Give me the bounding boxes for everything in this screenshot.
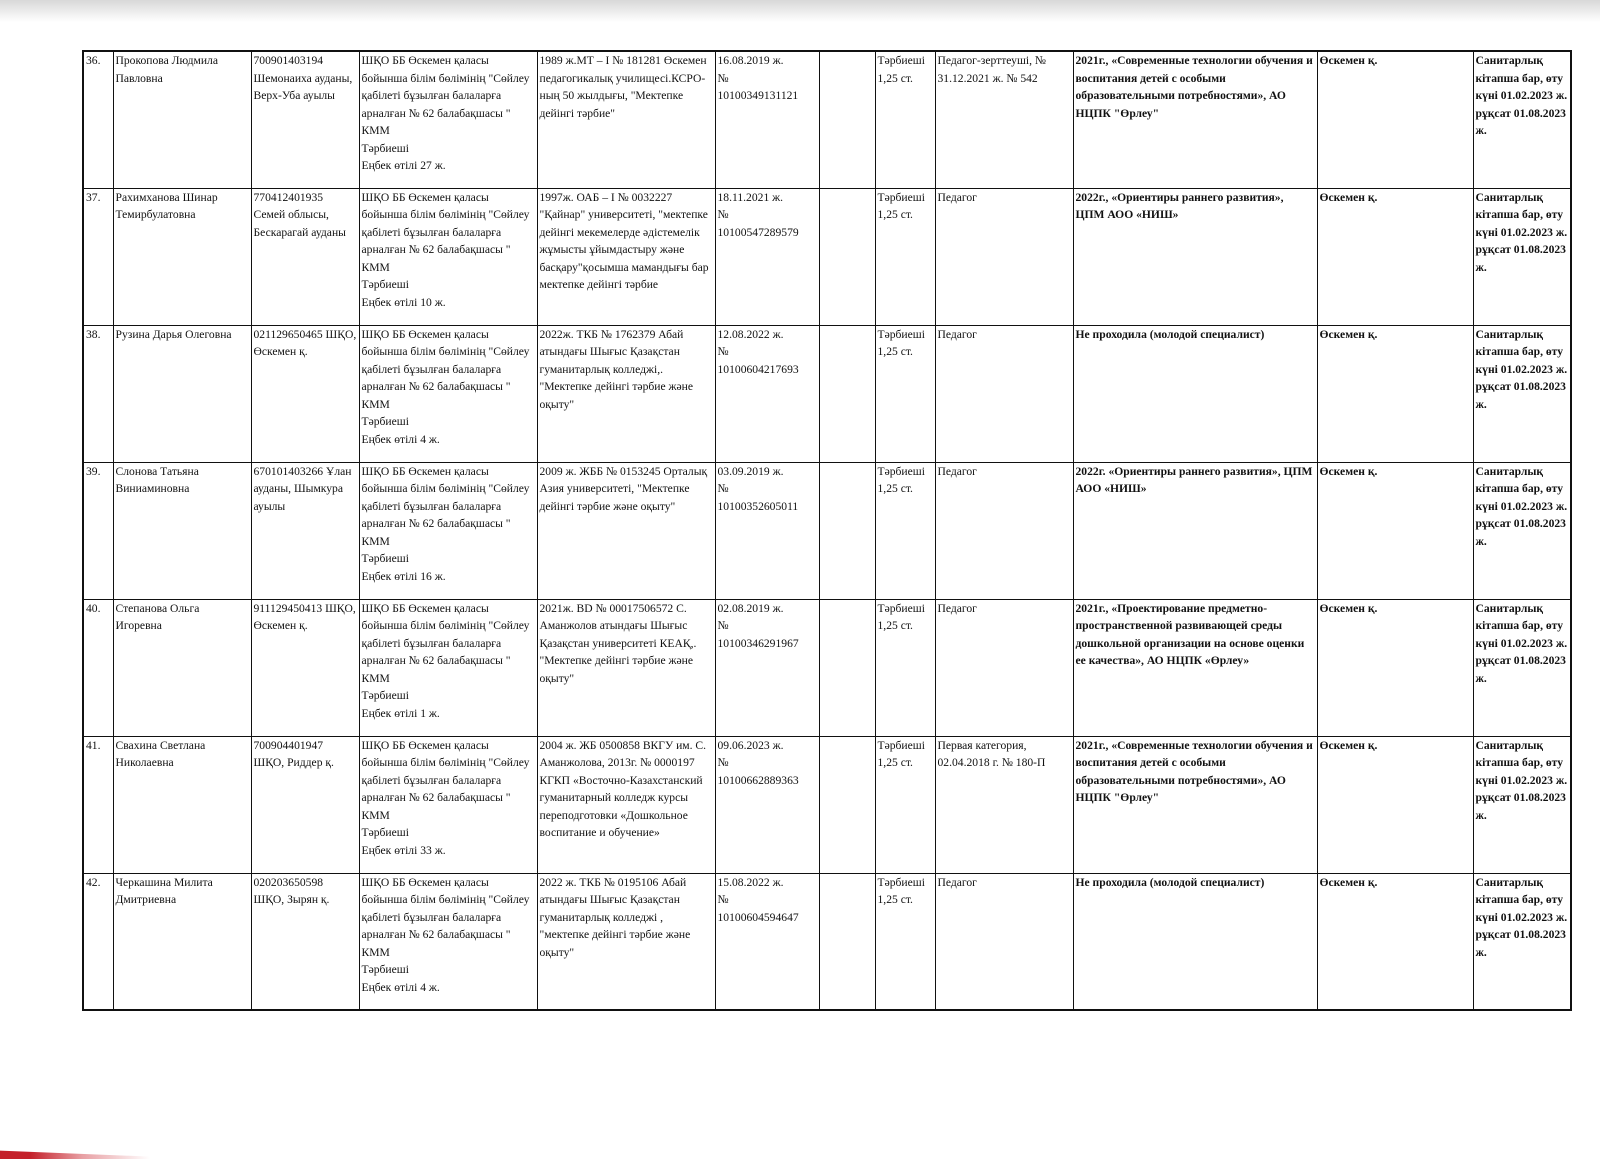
city: Өскемен қ. <box>1317 325 1473 462</box>
workplace-position: ШҚО ББ Өскемен қаласы бойынша білім бөлімінің "Сөйлеу қабілеті бұзылған балаларға арналған № 62 балабақшасы " КММ Тәрбиеші Еңбек өтілі 33 ж. <box>359 736 537 873</box>
position-rate: Тәрбиеші 1,25 ст. <box>875 325 935 462</box>
qualification-category: Первая категория, 02.04.2018 г. № 180-П <box>935 736 1073 873</box>
workplace-position: ШҚО ББ Өскемен қаласы бойынша білім бөлімінің "Сөйлеу қабілеті бұзылған балаларға арналған № 62 балабақшасы " КММ Тәрбиеші Еңбек өтілі 4 ж. <box>359 325 537 462</box>
education: 2004 ж. ЖБ 0500858 ВКГУ им. С. Аманжолова, 2013г. № 0000197 КГКП «Восточно-Казахстанский гуманитарный колледж курсы переподготовки «Дошкольное воспитание и обучение» <box>537 736 715 873</box>
qualification-category: Педагог <box>935 873 1073 1010</box>
staff-table <box>82 50 1572 1011</box>
iin-birthplace: 770412401935 Семей облысы, Бескарагай ауданы <box>251 188 359 325</box>
scan-top-shadow <box>0 0 1600 22</box>
qualification-category: Педагог <box>935 188 1073 325</box>
sanitary-book: Санитарлық кітапша бар, өту күні 01.02.2023 ж. рұқсат 01.08.2023 ж. <box>1473 188 1571 325</box>
order-date-number: 18.11.2021 ж. № 10100547289579 <box>715 188 819 325</box>
document-sheet <box>82 50 1572 1011</box>
training-courses: 2021г., «Современные технологии обучения и воспитания детей с особыми образовательными потребностями», АО НЦПК "Өрлеу" <box>1073 51 1317 188</box>
order-date-number: 03.09.2019 ж. № 10100352605011 <box>715 462 819 599</box>
table-row <box>83 736 1571 873</box>
position-rate: Тәрбиеші 1,25 ст. <box>875 188 935 325</box>
city: Өскемен қ. <box>1317 599 1473 736</box>
empty-cell <box>819 51 875 188</box>
education: 2022 ж. ТКБ № 0195106 Абай атындағы Шығыс Қазақстан гуманитарлық колледжі , "мектепке дейінгі тәрбие және оқыту" <box>537 873 715 1010</box>
row-number: 41. <box>83 736 113 873</box>
iin-birthplace: 700901403194 Шемонаиха ауданы, Верх-Уба ауылы <box>251 51 359 188</box>
table-row <box>83 599 1571 736</box>
order-date-number: 09.06.2023 ж. № 10100662889363 <box>715 736 819 873</box>
position-rate: Тәрбиеші 1,25 ст. <box>875 873 935 1010</box>
row-number: 37. <box>83 188 113 325</box>
row-number: 42. <box>83 873 113 1010</box>
empty-cell <box>819 599 875 736</box>
city: Өскемен қ. <box>1317 873 1473 1010</box>
training-courses: 2021г., «Современные технологии обучения и воспитания детей с особыми образовательными потребностями», АО НЦПК "Өрлеу" <box>1073 736 1317 873</box>
empty-cell <box>819 736 875 873</box>
row-number: 40. <box>83 599 113 736</box>
sanitary-book: Санитарлық кітапша бар, өту күні 01.02.2023 ж. рұқсат 01.08.2023 ж. <box>1473 736 1571 873</box>
full-name: Прокопова Людмила Павловна <box>113 51 251 188</box>
sanitary-book: Санитарлық кітапша бар, өту күні 01.02.2023 ж. рұқсат 01.08.2023 ж. <box>1473 325 1571 462</box>
education: 1989 ж.МТ – I № 181281 Өскемен педагогикалық училищесі.КСРО-ның 50 жылдығы, "Мектепке дейінгі тәрбие" <box>537 51 715 188</box>
qualification-category: Педагог <box>935 599 1073 736</box>
education: 1997ж. ОАБ – I № 0032227 "Қайнар" университеті, "мектепке дейінгі мекемелерде әдістемелік жұмысты ұйымдастыру және басқару"қосымша мамандығы бар мектепке дейінгі тәрбие <box>537 188 715 325</box>
table-row <box>83 51 1571 188</box>
qualification-category: Педагог <box>935 462 1073 599</box>
position-rate: Тәрбиеші 1,25 ст. <box>875 51 935 188</box>
iin-birthplace: 911129450413 ШҚО, Өскемен қ. <box>251 599 359 736</box>
city: Өскемен қ. <box>1317 462 1473 599</box>
position-rate: Тәрбиеші 1,25 ст. <box>875 736 935 873</box>
order-date-number: 16.08.2019 ж. № 10100349131121 <box>715 51 819 188</box>
row-number: 39. <box>83 462 113 599</box>
staff-table-body <box>83 51 1571 1010</box>
empty-cell <box>819 188 875 325</box>
training-courses: 2021г., «Проектирование предметно-пространственной развивающей среды дошкольной организации на основе оценки ее качества», АО НЦПК «Өрлеу» <box>1073 599 1317 736</box>
workplace-position: ШҚО ББ Өскемен қаласы бойынша білім бөлімінің "Сөйлеу қабілеті бұзылған балаларға арналған № 62 балабақшасы " КММ Тәрбиеші Еңбек өтілі 4 ж. <box>359 873 537 1010</box>
full-name: Рузина Дарья Олеговна <box>113 325 251 462</box>
qualification-category: Педагог <box>935 325 1073 462</box>
city: Өскемен қ. <box>1317 736 1473 873</box>
sanitary-book: Санитарлық кітапша бар, өту күні 01.02.2023 ж. рұқсат 01.08.2023 ж. <box>1473 873 1571 1010</box>
row-number: 36. <box>83 51 113 188</box>
training-courses: 2022г. «Ориентиры раннего развития», ЦПМ АОО «НИШ» <box>1073 462 1317 599</box>
iin-birthplace: 700904401947 ШҚО, Риддер қ. <box>251 736 359 873</box>
sanitary-book: Санитарлық кітапша бар, өту күні 01.02.2023 ж. рұқсат 01.08.2023 ж. <box>1473 462 1571 599</box>
education: 2022ж. ТКБ № 1762379 Абай атындағы Шығыс Қазақстан гуманитарлық колледжі,. "Мектепке дейінгі тәрбие және оқыту" <box>537 325 715 462</box>
full-name: Степанова Ольга Игоревна <box>113 599 251 736</box>
full-name: Слонова Татьяна Виниаминовна <box>113 462 251 599</box>
empty-cell <box>819 462 875 599</box>
sanitary-book: Санитарлық кітапша бар, өту күні 01.02.2023 ж. рұқсат 01.08.2023 ж. <box>1473 51 1571 188</box>
row-number: 38. <box>83 325 113 462</box>
workplace-position: ШҚО ББ Өскемен қаласы бойынша білім бөлімінің "Сөйлеу қабілеті бұзылған балаларға арналған № 62 балабақшасы " КММ Тәрбиеші Еңбек өтілі 1 ж. <box>359 599 537 736</box>
city: Өскемен қ. <box>1317 51 1473 188</box>
empty-cell <box>819 325 875 462</box>
workplace-position: ШҚО ББ Өскемен қаласы бойынша білім бөлімінің "Сөйлеу қабілеті бұзылған балаларға арналған № 62 балабақшасы " КММ Тәрбиеші Еңбек өтілі 10 ж. <box>359 188 537 325</box>
position-rate: Тәрбиеші 1,25 ст. <box>875 462 935 599</box>
scan-corner-mark <box>0 1147 150 1159</box>
city: Өскемен қ. <box>1317 188 1473 325</box>
qualification-category: Педагог-зерттеуші, № 31.12.2021 ж. № 542 <box>935 51 1073 188</box>
table-row <box>83 462 1571 599</box>
sanitary-book: Санитарлық кітапша бар, өту күні 01.02.2023 ж. рұқсат 01.08.2023 ж. <box>1473 599 1571 736</box>
full-name: Рахимханова Шинар Темирбулатовна <box>113 188 251 325</box>
order-date-number: 12.08.2022 ж. № 10100604217693 <box>715 325 819 462</box>
position-rate: Тәрбиеші 1,25 ст. <box>875 599 935 736</box>
iin-birthplace: 020203650598 ШҚО, Зырян қ. <box>251 873 359 1010</box>
order-date-number: 02.08.2019 ж. № 10100346291967 <box>715 599 819 736</box>
iin-birthplace: 021129650465 ШҚО, Өскемен қ. <box>251 325 359 462</box>
education: 2021ж. ВD № 00017506572 С. Аманжолов атындағы Шығыс Қазақстан университеті КЕАҚ,. "Мектепке дейінгі тәрбие және оқыту" <box>537 599 715 736</box>
training-courses: Не проходила (молодой специалист) <box>1073 325 1317 462</box>
table-row <box>83 188 1571 325</box>
full-name: Свахина Светлана Николаевна <box>113 736 251 873</box>
full-name: Черкашина Милита Дмитриевна <box>113 873 251 1010</box>
training-courses: 2022г., «Ориентиры раннего развития», ЦПМ АОО «НИШ» <box>1073 188 1317 325</box>
workplace-position: ШҚО ББ Өскемен қаласы бойынша білім бөлімінің "Сөйлеу қабілеті бұзылған балаларға арналған № 62 балабақшасы " КММ Тәрбиеші Еңбек өтілі 27 ж. <box>359 51 537 188</box>
empty-cell <box>819 873 875 1010</box>
iin-birthplace: 670101403266 Ұлан ауданы, Шымкура ауылы <box>251 462 359 599</box>
table-row <box>83 873 1571 1010</box>
education: 2009 ж. ЖББ № 0153245 Орталық Азия университеті, "Мектепке дейінгі тәрбие және оқыту" <box>537 462 715 599</box>
training-courses: Не проходила (молодой специалист) <box>1073 873 1317 1010</box>
order-date-number: 15.08.2022 ж. № 10100604594647 <box>715 873 819 1010</box>
workplace-position: ШҚО ББ Өскемен қаласы бойынша білім бөлімінің "Сөйлеу қабілеті бұзылған балаларға арналған № 62 балабақшасы " КММ Тәрбиеші Еңбек өтілі 16 ж. <box>359 462 537 599</box>
table-row <box>83 325 1571 462</box>
